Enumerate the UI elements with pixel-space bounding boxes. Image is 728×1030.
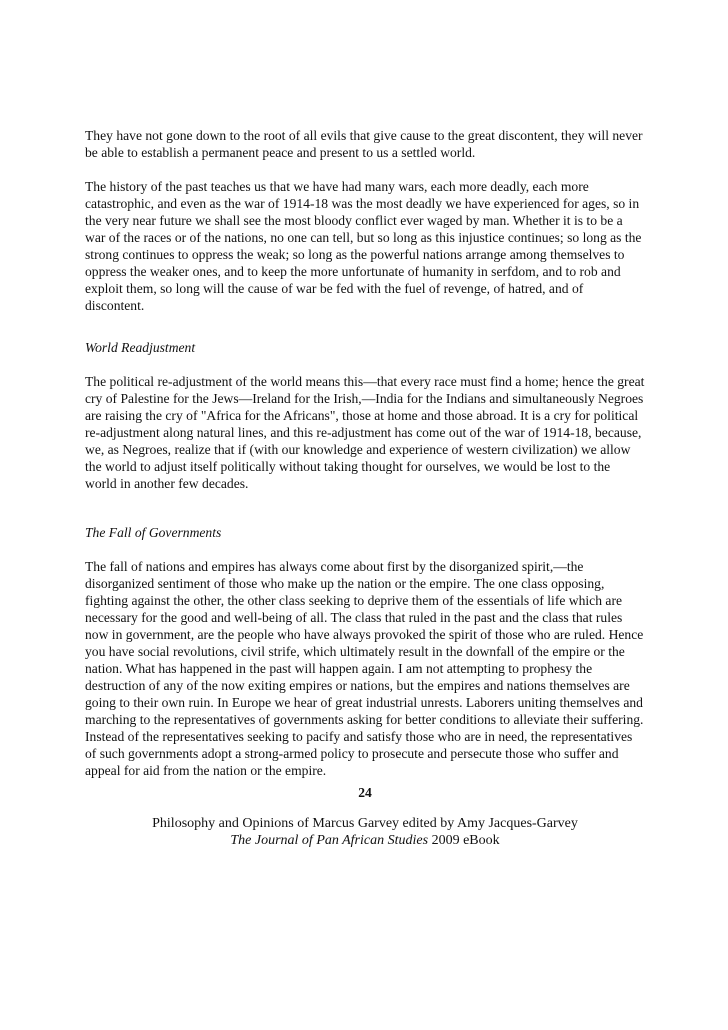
footer-edition: 2009 eBook [428,833,500,848]
page-footer [85,815,645,849]
document-page [85,127,645,849]
footer-book-title: Philosophy and Opinions of Marcus Garvey edited by Amy Jacques-Garvey [152,816,578,831]
paragraph-history-of-wars: The history of the past teaches us that we have had many wars, each more deadly, each more catastrophic, and even as the war of 1914-18 was the most deadly we have experienced for ages, so in the very near future we shall see the most bloody conflict ever waged by man. Whether it is to be a war of the races or of the nations, no one can tell, but so long as this injustice continues; so long as the strong continues to oppress the weak; so long as the powerful nations arrange among themselves to oppress the weaker ones, and to keep the more unfortunate of humanity in serfdom, and to rob and exploit them, so long will the cause of war be fed with the fuel of revenge, of hatred, and of discontent. [85,179,642,313]
section-heading-world-readjustment: World Readjustment [85,340,196,355]
paragraph-root-of-evils: They have not gone down to the root of all evils that give cause to the great discontent, they will never be able to establish a permanent peace and present to us a settled world. [85,128,643,160]
paragraph-fall-of-nations: The fall of nations and empires has always come about first by the disorganized spirit,—the disorganized sentiment of those who make up the nation or the empire. The one class opposing, fighting against the other, the other class seeking to deprive them of the essentials of life which are necessary for the good and well-being of all. The class that ruled in the past and the class that rules now in government, are the people who have always provoked the spirit of those who are ruled. Hence you have social revolutions, civil strife, which ultimately result in the downfall of the empire or the nation. What has happened in the past will happen again. I am not attempting to prophesy the destruction of any of the now exiting empires or nations, but the empires and nations themselves are going to their own ruin. In Europe we hear of great industrial unrests. Laborers uniting themselves and marching to the representatives of governments asking for better conditions to alleviate their suffering. Instead of the representatives seeking to pacify and satisfy those who are in need, the representatives of such governments adopt a strong-armed policy to prosecute and persecute those who suffer and appeal for aid from the nation or the empire. [85,559,644,778]
page-number: 24 [358,785,372,800]
footer-journal-line [85,832,645,849]
section-heading-fall-of-governments: The Fall of Governments [85,525,222,540]
paragraph-political-readjustment: The political re-adjustment of the world means this—that every race must find a home; hence the great cry of Palestine for the Jews—Ireland for the Irish,—India for the Indians and simultaneously Negroes are raising the cry of "Africa for the Africans", those at home and those abroad. It is a cry for political re-adjustment along natural lines, and this re-adjustment has come out of the war of 1914-18, because, we, as Negroes, realize that if (with our knowledge and experience of western civilization) we allow the world to adjust itself politically without taking thought for ourselves, we would be lost to the world in another few decades. [85,374,645,491]
footer-journal-name: The Journal of Pan African Studies [230,833,429,848]
